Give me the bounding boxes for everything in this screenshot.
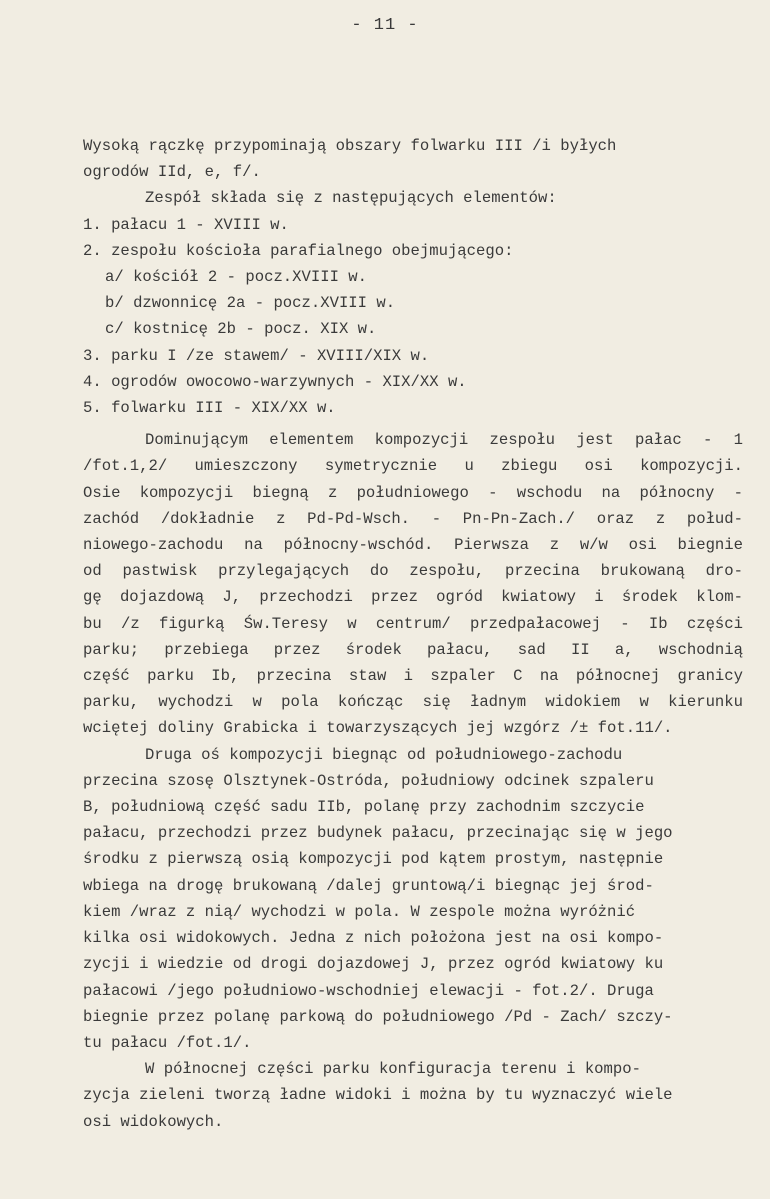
- text-line: przecina szosę Olsztynek-Ostróda, południowy odcinek szpaleru: [83, 771, 654, 790]
- list-subitem: c/ kostnicę 2b - pocz. XIX w.: [105, 320, 377, 339]
- text-line: Wysoką rączkę przypominają obszary folwarku III /i byłych: [83, 137, 617, 155]
- document-body: [83, 133, 743, 1135]
- text-line: część parku Ib, przecina staw i szpaler C na północnej granicy: [83, 667, 743, 686]
- paragraph-second-axis: [83, 742, 743, 1056]
- list-subitem: a/ kościół 2 - pocz.XVIII w.: [105, 268, 368, 287]
- text-line: tu pałacu /fot.1/.: [83, 1033, 252, 1052]
- text-line: pałacowi /jego południowo-wschodniej elewacji - fot.2/. Druga: [83, 981, 654, 1000]
- list-subitem: b/ dzwonnicę 2a - pocz.XVIII w.: [105, 294, 396, 313]
- text-line: zycji i wiedzie od drogi dojazdowej J, przez ogród kwiatowy ku: [83, 955, 664, 974]
- list-item: 2. zespołu kościoła parafialnego obejmującego:: [83, 241, 514, 260]
- paragraph-north-views: [83, 1056, 743, 1135]
- text-line: wbiega na drogę brukowaną /dalej gruntową/i biegnąc jej środ-: [83, 876, 654, 895]
- text-line: kilka osi widokowych. Jedna z nich położona jest na osi kompo-: [83, 929, 664, 948]
- text-line: Druga oś kompozycji biegnąc od południowego-zachodu: [145, 745, 623, 764]
- text-line: ogrodów IId, e, f/.: [83, 163, 261, 182]
- text-line: parku; przebiega przez środek pałacu, sad II a, wschodnią: [83, 640, 743, 659]
- list-item: 4. ogrodów owocowo-warzywnych - XIX/XX w.: [83, 372, 467, 391]
- text-line: parku, wychodzi w pola kończąc się ładnym widokiem w kierunku: [83, 693, 743, 712]
- text-line: W północnej części parku konfiguracja terenu i kompo-: [145, 1060, 641, 1079]
- text-line: kiem /wraz z nią/ wychodzi w pola. W zespole można wyróżnić: [83, 902, 636, 921]
- text-line: niowego-zachodu na północny-wschód. Pierwsza z w/w osi biegnie: [83, 536, 743, 555]
- text-line: Osie kompozycji biegną z południowego - wschodu na północny -: [83, 483, 743, 502]
- text-line: pałacu, przechodzi przez budynek pałacu, przecinając się w jego: [83, 824, 673, 843]
- text-line: od pastwisk przylegających do zespołu, przecina brukowaną dro-: [83, 562, 743, 581]
- page-number: - 11 -: [351, 16, 419, 35]
- text-line: zycja zieleni tworzą ładne widoki i można by tu wyznaczyć wiele: [83, 1086, 673, 1105]
- text-line: wciętej doliny Grabicka i towarzyszących jej wzgórz /± fot.11/.: [83, 719, 673, 738]
- text-line: bu /z figurką Św.Teresy w centrum/ przedpałacowej - Ib części: [83, 614, 743, 633]
- text-line: Dominującym elementem kompozycji zespołu jest pałac - 1: [145, 431, 743, 450]
- text-line: zachód /dokładnie z Pd-Pd-Wsch. - Pn-Pn-Zach./ oraz z połud-: [83, 509, 743, 528]
- elements-list: [83, 212, 743, 422]
- list-item: 3. parku I /ze stawem/ - XVIII/XIX w.: [83, 346, 430, 365]
- paragraph-dominant-element: [83, 427, 743, 741]
- list-item: 1. pałacu 1 - XVIII w.: [83, 215, 289, 234]
- text-line: osi widokowych.: [83, 1112, 224, 1131]
- text-line: środku z pierwszą osią kompozycji pod kątem prostym, następnie: [83, 850, 664, 869]
- text-line: B, południową część sadu IIb, polanę przy zachodnim szczycie: [83, 798, 645, 817]
- text-line: biegnie przez polanę parkową do południowego /Pd - Zach/ szczy-: [83, 1007, 673, 1026]
- list-item: 5. folwarku III - XIX/XX w.: [83, 399, 336, 418]
- text-line: gę dojazdową J, przechodzi przez ogród kwiatowy i środek klom-: [83, 588, 743, 607]
- text-line: /fot.1,2/ umieszczony symetrycznie u zbiegu osi kompozycji.: [83, 457, 743, 476]
- composition-intro: Zespół składa się z następujących elementów:: [145, 189, 557, 208]
